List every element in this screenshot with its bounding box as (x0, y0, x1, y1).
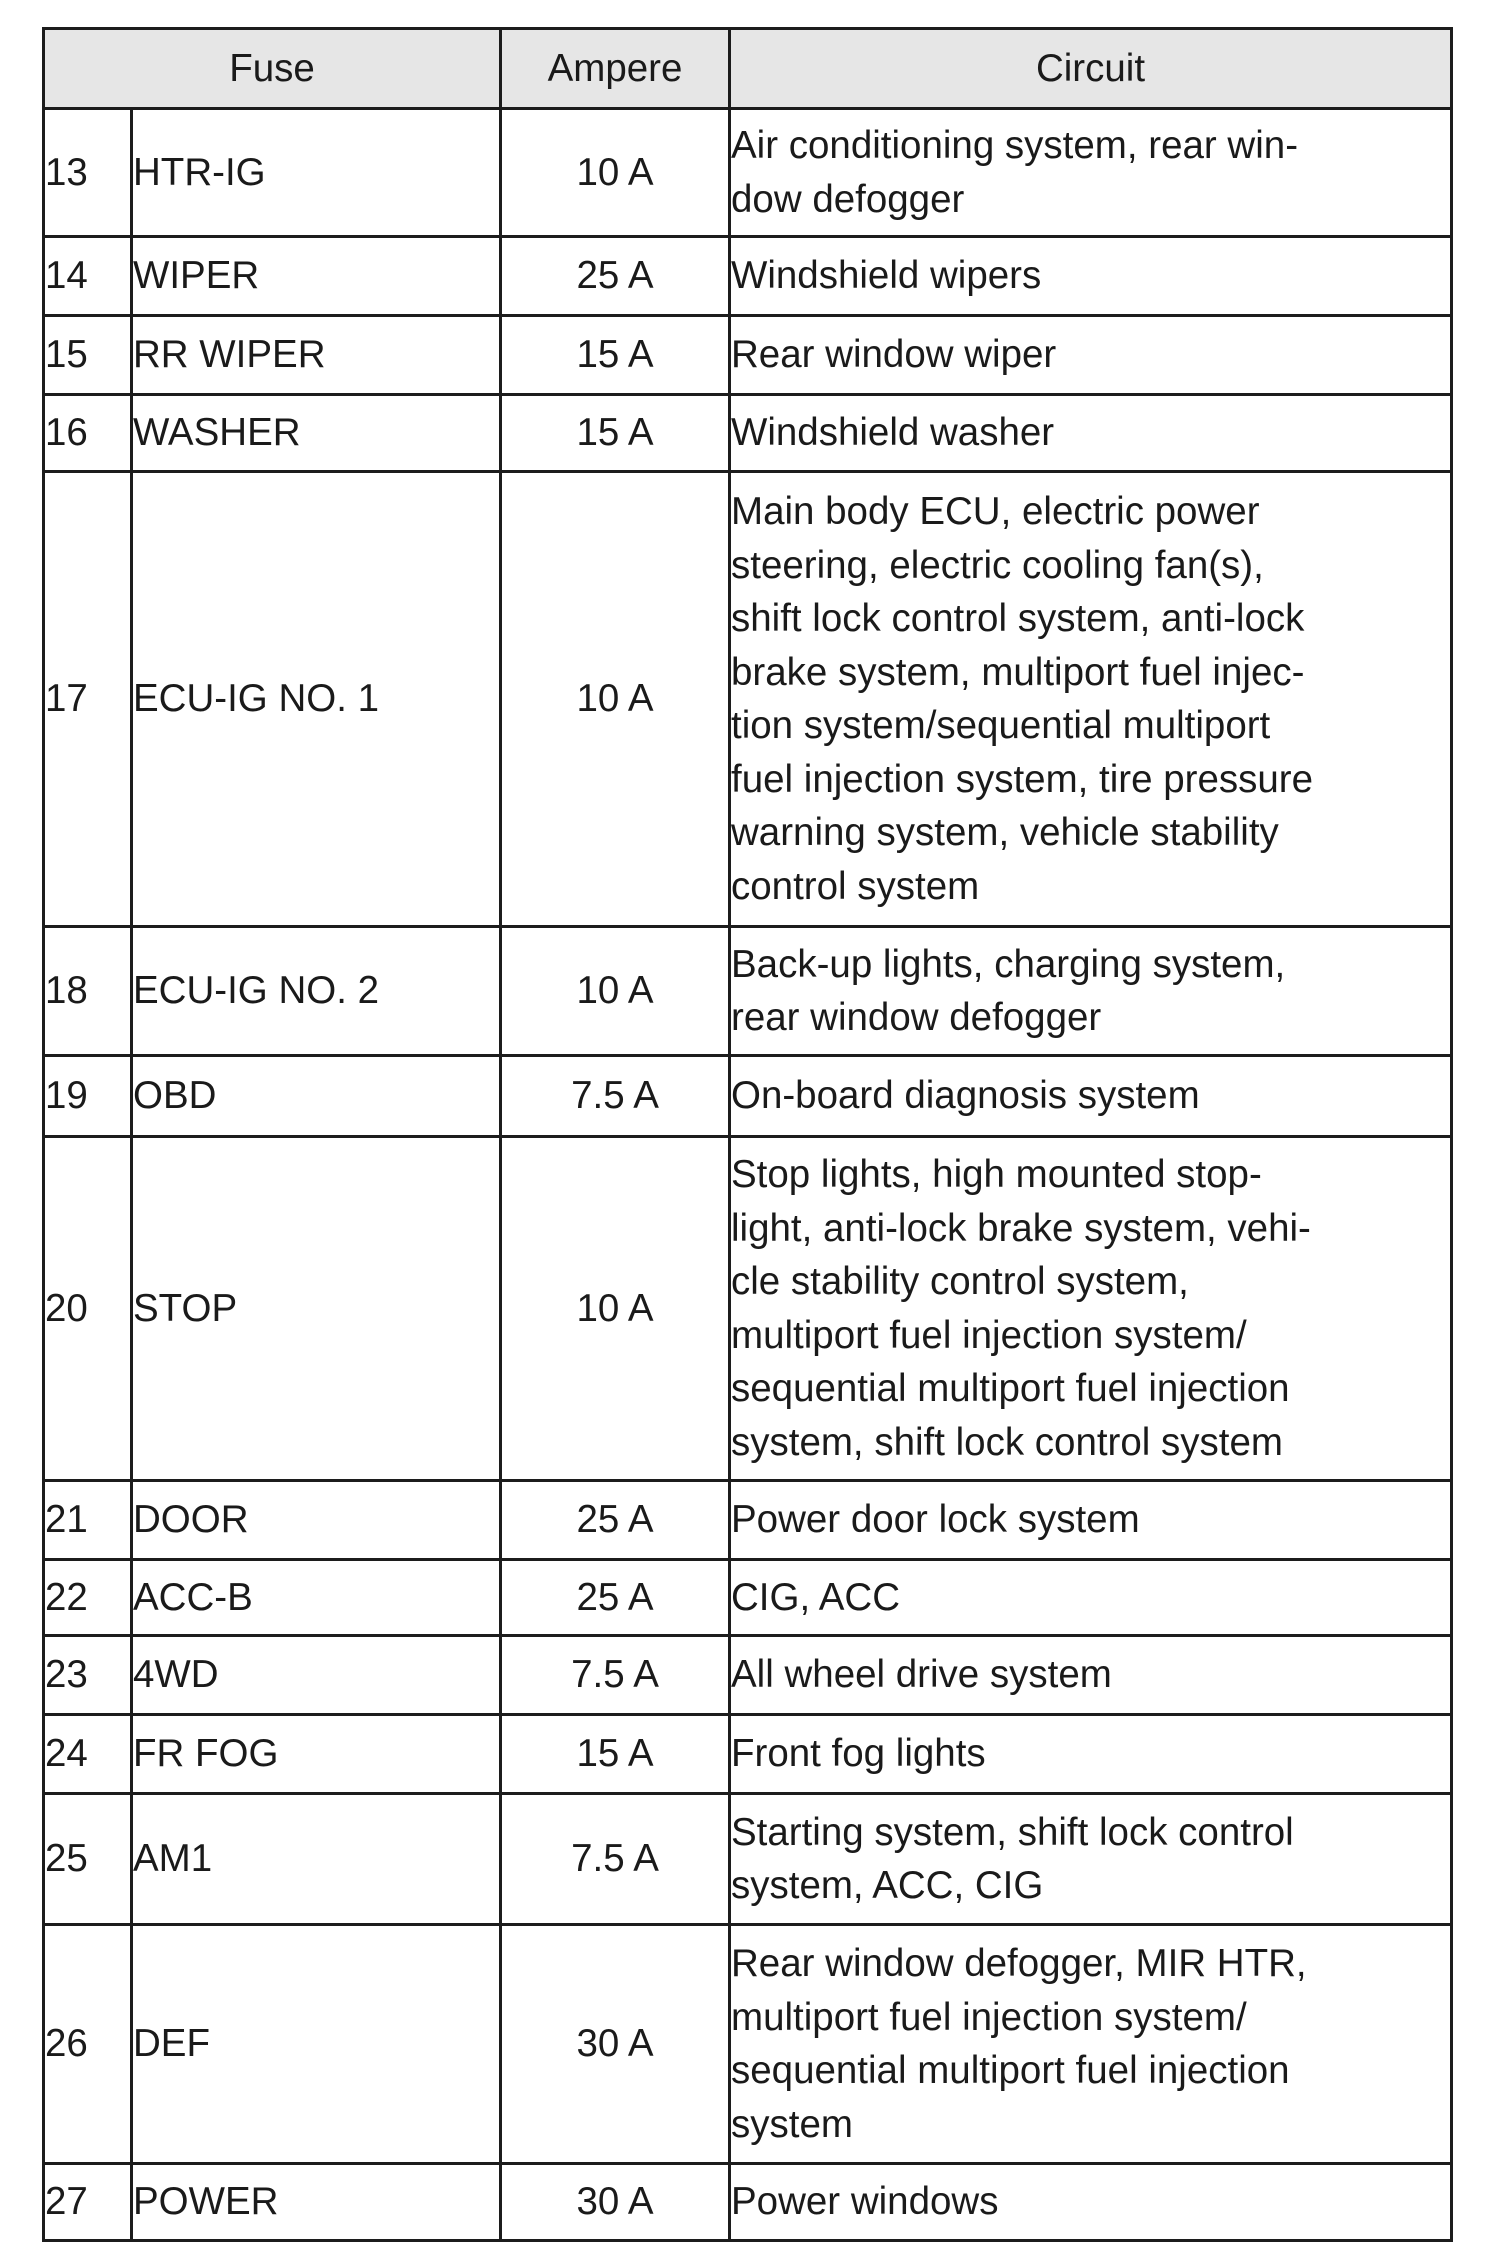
circuit-cell (730, 1925, 1452, 2164)
table-row (44, 109, 1452, 237)
circuit-line: sequential multiport fuel injection (731, 1367, 1290, 1410)
circuit-line: system, shift lock control system (731, 1420, 1283, 1464)
circuit-line: Front fog lights (731, 1732, 986, 1776)
table-row (44, 1560, 1452, 1636)
fuse-number-cell: 18 (44, 927, 132, 1056)
fuse-number-cell: 23 (44, 1636, 132, 1715)
circuit-cell (730, 1560, 1452, 1636)
ampere-column-header: Ampere (501, 29, 730, 109)
circuit-line: Rear window defogger, MIR HTR, (731, 1942, 1307, 1985)
fuse-number-cell: 24 (44, 1715, 132, 1794)
circuit-line: brake system, multiport fuel injec- (731, 650, 1305, 694)
circuit-line: Air conditioning system, rear win- (731, 124, 1299, 167)
circuit-line: multiport fuel injection system/ (731, 1313, 1247, 1357)
circuit-line: Main body ECU, electric power (731, 490, 1260, 533)
table-header-row (44, 29, 1452, 109)
circuit-cell (730, 237, 1452, 316)
circuit-line: Rear window wiper (731, 333, 1057, 377)
fuse-number-cell: 16 (44, 395, 132, 472)
circuit-line: sequential multiport fuel injection (731, 2049, 1290, 2092)
fuse-name-cell: WIPER (132, 237, 501, 316)
circuit-cell (730, 1794, 1452, 1925)
circuit-cell (730, 472, 1452, 927)
fuse-column-header: Fuse (44, 29, 501, 109)
circuit-line: multiport fuel injection system/ (731, 1995, 1247, 2039)
table-row (44, 316, 1452, 395)
circuit-cell (730, 1636, 1452, 1715)
table-row (44, 1481, 1452, 1560)
table-row (44, 927, 1452, 1056)
table-row (44, 1056, 1452, 1137)
circuit-line: rear window defogger (731, 996, 1102, 1039)
circuit-cell (730, 1481, 1452, 1560)
table-row (44, 1137, 1452, 1481)
circuit-line: Back-up lights, charging system, (731, 942, 1286, 986)
circuit-line: cle stability control system, (731, 1260, 1189, 1303)
circuit-line: Power windows (731, 2180, 999, 2224)
table-row (44, 472, 1452, 927)
circuit-cell (730, 1715, 1452, 1794)
circuit-line: Windshield washer (731, 411, 1055, 455)
ampere-cell: 30 A (501, 1925, 730, 2164)
table-row (44, 2164, 1452, 2241)
fuse-name-cell: FR FOG (132, 1715, 501, 1794)
circuit-cell (730, 927, 1452, 1056)
fuse-table (42, 27, 1453, 2242)
circuit-line: system (731, 2102, 853, 2146)
fuse-name-cell: WASHER (132, 395, 501, 472)
ampere-cell: 30 A (501, 2164, 730, 2241)
fuse-name-cell: POWER (132, 2164, 501, 2241)
ampere-cell: 10 A (501, 109, 730, 237)
fuse-table-body (44, 109, 1452, 2241)
fuse-number-cell: 21 (44, 1481, 132, 1560)
circuit-line: control system (731, 864, 980, 908)
table-row (44, 395, 1452, 472)
ampere-cell: 15 A (501, 1715, 730, 1794)
circuit-cell (730, 316, 1452, 395)
ampere-cell: 15 A (501, 316, 730, 395)
table-row (44, 1715, 1452, 1794)
circuit-line: system, ACC, CIG (731, 1864, 1044, 1907)
fuse-number-cell: 25 (44, 1794, 132, 1925)
ampere-cell: 7.5 A (501, 1056, 730, 1137)
circuit-line: Starting system, shift lock control (731, 1810, 1294, 1854)
fuse-name-cell: 4WD (132, 1636, 501, 1715)
ampere-cell: 25 A (501, 1481, 730, 1560)
ampere-cell: 25 A (501, 237, 730, 316)
ampere-cell: 7.5 A (501, 1636, 730, 1715)
fuse-name-cell: ECU-IG NO. 1 (132, 472, 501, 927)
circuit-line: Windshield wipers (731, 254, 1042, 298)
ampere-cell: 25 A (501, 1560, 730, 1636)
fuse-number-cell: 19 (44, 1056, 132, 1137)
table-row (44, 1636, 1452, 1715)
ampere-cell: 10 A (501, 472, 730, 927)
fuse-number-cell: 27 (44, 2164, 132, 2241)
circuit-cell (730, 395, 1452, 472)
fuse-name-cell: ECU-IG NO. 2 (132, 927, 501, 1056)
fuse-number-cell: 26 (44, 1925, 132, 2164)
circuit-line: tion system/sequential multiport (731, 704, 1271, 747)
ampere-cell: 15 A (501, 395, 730, 472)
ampere-cell: 10 A (501, 1137, 730, 1481)
fuse-number-cell: 14 (44, 237, 132, 316)
fuse-name-cell: RR WIPER (132, 316, 501, 395)
circuit-cell (730, 109, 1452, 237)
circuit-line: steering, electric cooling fan(s), (731, 543, 1264, 587)
circuit-line: dow defogger (731, 177, 965, 221)
fuse-name-cell: HTR-IG (132, 109, 501, 237)
fuse-number-cell: 13 (44, 109, 132, 237)
table-row (44, 1794, 1452, 1925)
fuse-name-cell: STOP (132, 1137, 501, 1481)
circuit-line: light, anti-lock brake system, vehi- (731, 1206, 1311, 1250)
circuit-line: Power door lock system (731, 1498, 1140, 1542)
ampere-cell: 7.5 A (501, 1794, 730, 1925)
fuse-name-cell: DOOR (132, 1481, 501, 1560)
circuit-line: shift lock control system, anti-lock (731, 597, 1305, 640)
fuse-number-cell: 17 (44, 472, 132, 927)
fuse-name-cell: OBD (132, 1056, 501, 1137)
circuit-line: All wheel drive system (731, 1653, 1112, 1697)
fuse-name-cell: AM1 (132, 1794, 501, 1925)
fuse-number-cell: 15 (44, 316, 132, 395)
circuit-line: On-board diagnosis system (731, 1074, 1200, 1118)
circuit-cell (730, 1137, 1452, 1481)
circuit-cell (730, 2164, 1452, 2241)
fuse-number-cell: 22 (44, 1560, 132, 1636)
circuit-line: CIG, ACC (731, 1575, 901, 1619)
circuit-cell (730, 1056, 1452, 1137)
circuit-line: warning system, vehicle stability (731, 811, 1279, 854)
circuit-line: fuel injection system, tire pressure (731, 757, 1314, 801)
fuse-name-cell: DEF (132, 1925, 501, 2164)
fuse-table-container (42, 27, 1450, 2242)
circuit-line: Stop lights, high mounted stop- (731, 1153, 1262, 1196)
fuse-name-cell: ACC-B (132, 1560, 501, 1636)
circuit-column-header: Circuit (730, 29, 1452, 109)
fuse-number-cell: 20 (44, 1137, 132, 1481)
ampere-cell: 10 A (501, 927, 730, 1056)
table-row (44, 1925, 1452, 2164)
table-row (44, 237, 1452, 316)
